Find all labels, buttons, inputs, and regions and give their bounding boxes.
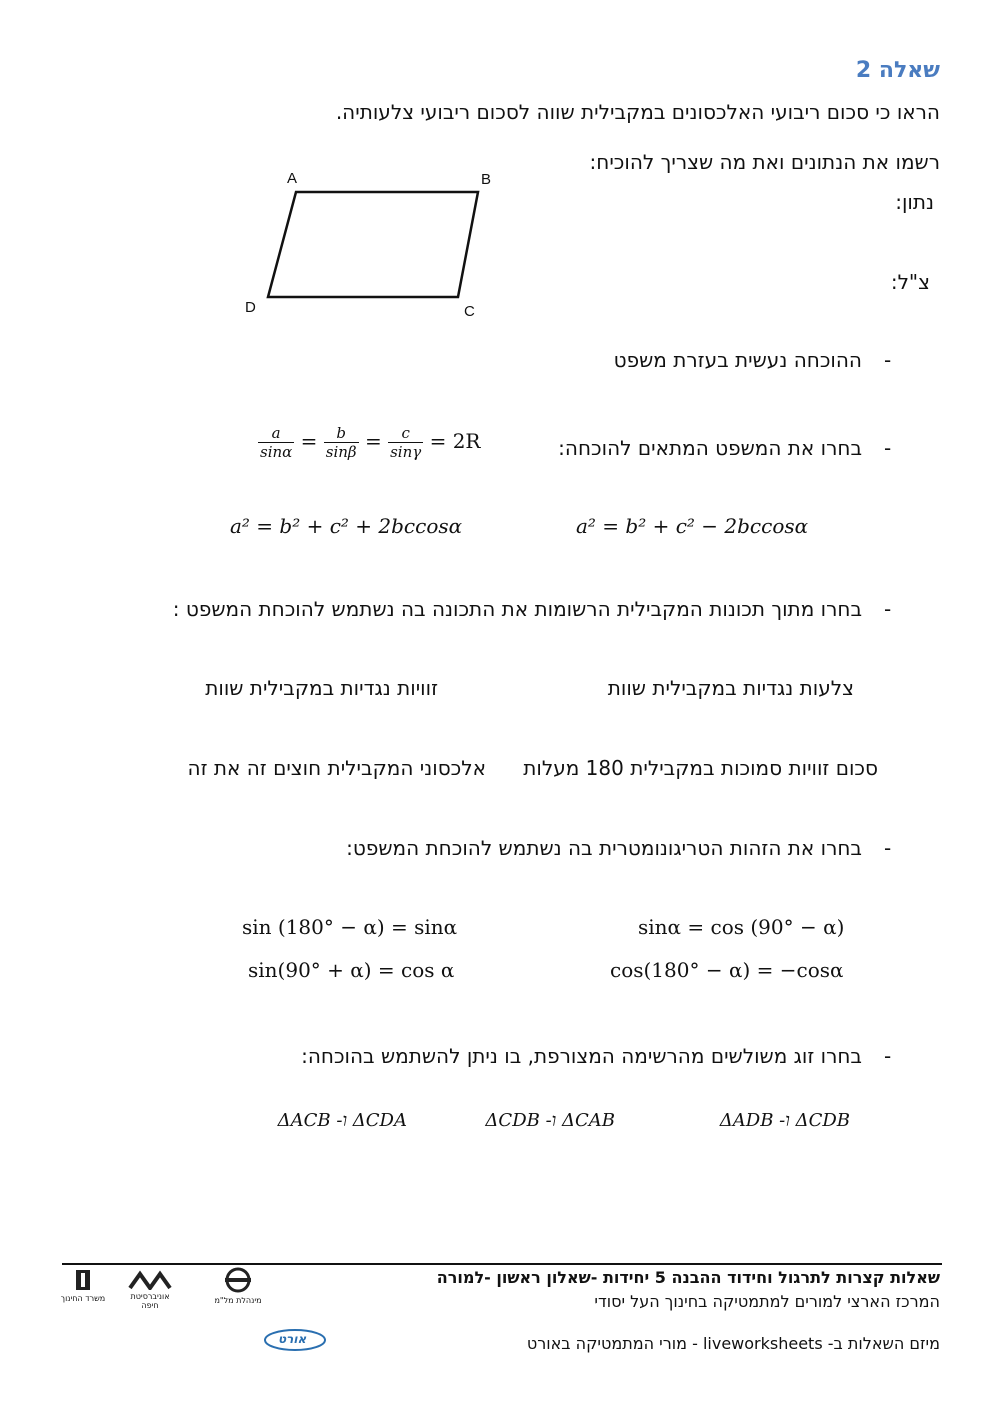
instruction-text: רשמו את הנתונים ואת מה שצריך להוכיח:: [589, 150, 940, 174]
prove-label: צ"ל:: [890, 270, 930, 294]
bullet-dash: -: [884, 1044, 892, 1068]
footer-divider: [62, 1263, 942, 1265]
fraction: $\frac{c}{\sin\gamma}$: [390, 424, 422, 461]
fraction: $\frac{b}{\sin\beta}$: [325, 424, 357, 461]
bullet-dash: -: [884, 597, 892, 621]
bullet-choose-property: בחרו מתוך תכונות המקבילית הרשומות את התכונה בה נשתמש להוכחת המשפט :: [172, 597, 862, 621]
cosine-law-minus-option[interactable]: a² = b² + c² − 2bccosα: [576, 514, 809, 538]
question-title: שאלה 2: [855, 58, 940, 83]
bullet-dash: -: [884, 836, 892, 860]
bullet-dash: -: [884, 348, 892, 372]
given-label: נתון:: [895, 190, 934, 214]
question-text: הראו כי סכום ריבועי האלכסונים במקבילית שווה לסכום ריבועי צלעותיה.: [335, 100, 940, 124]
vertex-label-b: B: [481, 171, 492, 188]
bullet-theorem-intro: ההוכחה נעשית בעזרת משפט: [613, 348, 862, 372]
malam-logo: מינהלת מל"מ: [210, 1266, 266, 1305]
triangle-pair-option[interactable]: ΔCDB -ו ΔCAB: [485, 1110, 615, 1131]
property-option[interactable]: זוויות נגדיות במקבילית שוות: [205, 676, 438, 700]
parallelogram-shape: [268, 192, 478, 297]
bullet-dash: -: [884, 436, 892, 460]
vertex-label-a: A: [287, 170, 298, 187]
haifa-university-logo: אוניברסיטת חיפה: [122, 1270, 178, 1310]
triangle-pair-option[interactable]: ΔACB -ו ΔCDA: [277, 1110, 407, 1131]
footer-title: שאלות קצרות לתרגול וחידוד ההבנה 5 יחידות -שאלון ראשון -למורה: [436, 1268, 940, 1287]
identity-option[interactable]: sin(90° + α) = cos α: [248, 958, 455, 982]
property-option[interactable]: אלכסוני המקבילית חוצים זה את זה: [187, 756, 486, 780]
ort-logo: אורט: [258, 1326, 332, 1358]
parallelogram-figure: [230, 165, 510, 325]
education-ministry-logo: משרד החינוך: [60, 1268, 106, 1303]
vertex-label-d: D: [245, 299, 256, 316]
vertex-label-c: C: [464, 303, 475, 320]
identity-option[interactable]: sin (180° − α) = sinα: [242, 915, 458, 939]
fraction: $\frac{a}{\sin\alpha}$: [260, 424, 293, 461]
sine-law-option[interactable]: $\frac{a}{\sin\alpha}$ = $\frac{b}{\sin\beta}$ = $\frac{c}{\sin\gamma}$ = 2R: [260, 424, 481, 461]
identity-option[interactable]: sinα = cos (90° − α): [638, 915, 845, 939]
bullet-choose-theorem: בחרו את המשפט המתאים להוכחה:: [558, 436, 862, 460]
property-option[interactable]: סכום זוויות סמוכות במקבילית 180 מעלות: [523, 756, 878, 780]
footer-credit: מיזם השאלות ב- liveworksheets - מורי המתמטיקה באורט: [526, 1334, 940, 1353]
bullet-choose-triangles: בחרו זוג משולשים מהרשימה המצורפת, בו ניתן להשתמש בהוכחה:: [301, 1044, 862, 1068]
property-option[interactable]: צלעות נגדיות במקבילית שוות: [607, 676, 854, 700]
cosine-law-plus-option[interactable]: a² = b² + c² + 2bccosα: [230, 514, 463, 538]
identity-option[interactable]: cos(180° − α) = −cosα: [610, 958, 844, 982]
footer-subtitle: המרכז הארצי למורים למתמטיקה בחינוך העל יסודי: [594, 1292, 940, 1311]
triangle-pair-option[interactable]: ΔADB -ו ΔCDB: [719, 1110, 850, 1131]
bullet-choose-identity: בחרו את הזהות הטריגונומטרית בה נשתמש להוכחת המשפט:: [346, 836, 862, 860]
